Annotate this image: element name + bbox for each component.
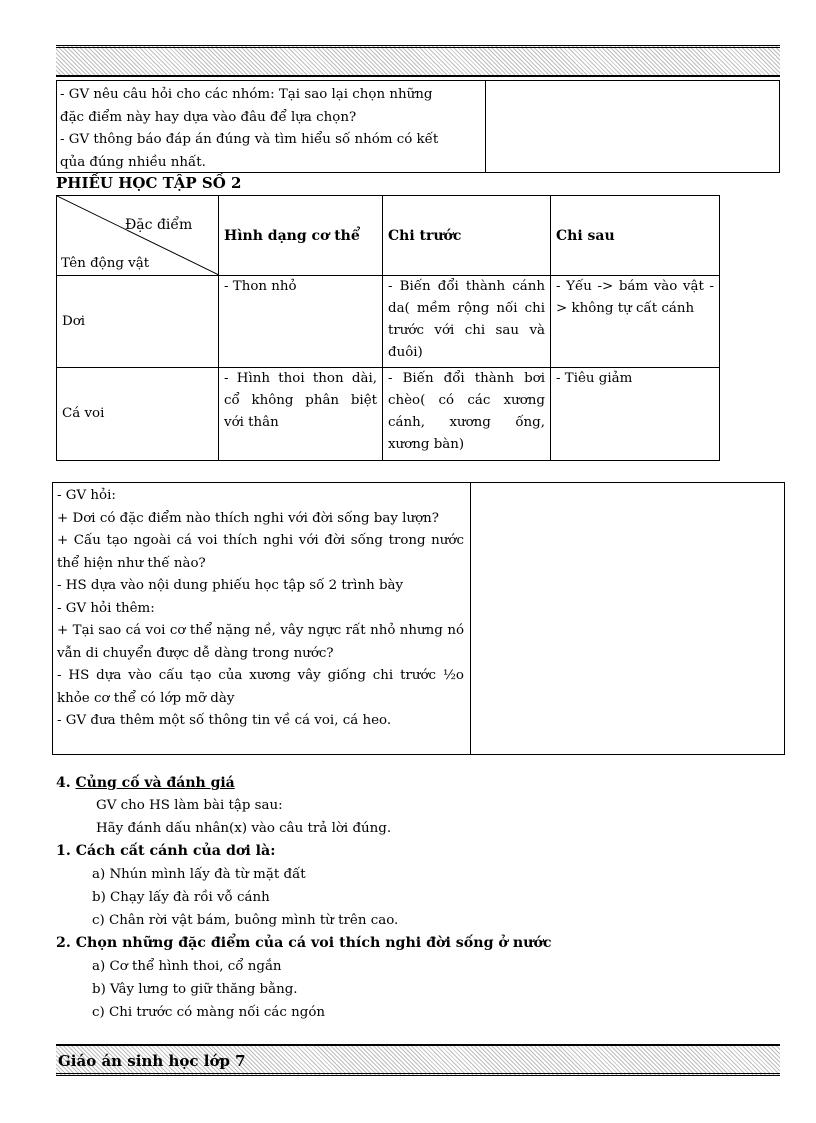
section-title: Củng cố và đánh giá [75,775,235,791]
text-line: - GV hỏi thêm: [57,600,155,616]
cell-bat-shape: - Thon nhỏ [219,276,383,368]
cell-whale-shape: - Hình thoi thon dài, cổ không phân biệt với thân [219,368,383,461]
question-2-option: a) Cơ thể hình thoi, cổ ngắn [92,959,282,974]
activity-table-top [56,80,780,173]
footer-title: Giáo án sinh học lớp 7 [58,1052,246,1070]
activity-table-middle [52,482,785,755]
text-line: - HS dựa vào nội dung phiếu học tập số 2 trình bày [57,578,404,593]
text-line: - GV đưa thêm một số thông tin về cá voi, cá heo. [57,713,392,728]
section-heading [56,772,776,794]
activity-table-top-left-cell [57,81,486,172]
corner-label-animal: Tên động vật [61,256,150,271]
question-1-option: a) Nhún mình lấy đà từ mặt đất [92,867,306,882]
text-line: + Dơi có đặc điểm nào thích nghi với đời sống bay lượn? [57,510,439,526]
cell-bat-front: - Biến đổi thành cánh da( mềm rộng nối chi trước với chi sau và đuôi) [383,276,551,368]
worksheet-row-whale [57,368,720,461]
intro-line: Hãy đánh dấu nhân(x) vào câu trả lời đúng. [96,821,392,836]
worksheet-corner-cell [57,196,219,276]
text-line: - GV thông báo đáp án đúng và tìm hiểu số nhóm có kết [60,132,439,147]
worksheet-title: PHIẾU HỌC TẬP SỐ 2 [56,174,242,192]
page-header-bar [56,45,780,77]
header-body-shape: Hình dạng cơ thể [219,196,383,276]
question-1-title: 1. Cách cất cánh của dơi là: [56,843,276,859]
corner-label-feature: Đặc điểm [125,217,193,233]
header-hind-limb: Chi sau [551,196,720,276]
section-number: 4. [56,775,71,791]
row-label-bat: Dơi [57,276,219,368]
cell-whale-front: - Biến đổi thành bơi chèo( có các xương cánh, xương ống, xương bàn) [383,368,551,461]
text-line: + Tại sao cá voi cơ thể nặng nề, vây ngực rất nhỏ nhưng nó vẫn di chuyển được dễ dàng trong nước? [57,623,464,661]
question-1-option: b) Chạy lấy đà rồi vỗ cánh [92,890,270,905]
question-2-option: c) Chi trước có màng nối các ngón [92,1005,326,1020]
worksheet-header-row [57,196,720,276]
question-2-option: b) Vây lưng to giữ thăng bằng. [92,982,298,997]
row-label-whale: Cá voi [57,368,219,461]
text-line: + Cấu tạo ngoài cá voi thích nghi với đời sống trong nước thể hiện như thế nào? [57,533,464,571]
question-2-title: 2. Chọn những đặc điểm của cá voi thích nghi đời sống ở nước [56,935,552,951]
header-front-limb: Chi trước [383,196,551,276]
page-footer-bar [56,1044,780,1076]
cell-whale-hind: - Tiêu giảm [551,368,720,461]
section-consolidation [56,772,776,1024]
text-line: - GV nêu câu hỏi cho các nhóm: Tại sao lại chọn những [60,87,433,102]
text-line: - GV hỏi: [57,488,116,503]
cell-bat-hind: - Yếu -> bám vào vật -> không tự cất cánh [551,276,720,368]
worksheet-table [56,195,720,461]
activity-table-middle-right-cell [471,483,784,754]
text-line: đặc điểm này hay dựa vào đâu để lựa chọn? [60,109,357,125]
text-line: qủa đúng nhiều nhất. [60,154,206,170]
worksheet-row-bat [57,276,720,368]
text-line: - HS dựa vào cấu tạo của xương vây giống chi trước ½o khỏe cơ thể có lớp mỡ dày [57,668,464,706]
question-1-option: c) Chân rời vật bám, buông mình từ trên cao. [92,913,399,928]
intro-line: GV cho HS làm bài tập sau: [96,798,283,813]
activity-table-middle-left-cell [53,483,471,754]
activity-table-top-right-cell [486,81,779,172]
